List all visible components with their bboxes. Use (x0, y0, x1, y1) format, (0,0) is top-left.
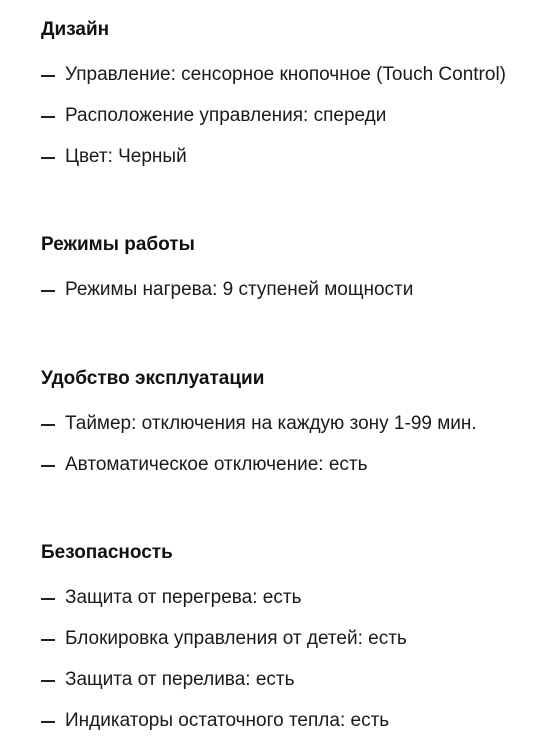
section-usability (41, 368, 551, 495)
dash-bullet-icon (41, 75, 55, 77)
section-safety (41, 542, 551, 751)
spec-item (41, 105, 551, 146)
spec-list (41, 64, 551, 187)
section-title: Дизайн (41, 19, 110, 40)
spec-text: Расположение управления: спереди (65, 105, 387, 126)
spec-text: Цвет: Черный (65, 146, 187, 167)
section-title: Удобство эксплуатации (41, 368, 265, 389)
section-title: Режимы работы (41, 234, 195, 255)
dash-bullet-icon (41, 290, 55, 292)
spec-item (41, 413, 551, 454)
spec-text: Автоматическое отключение: есть (65, 454, 368, 475)
spec-text: Управление: сенсорное кнопочное (Touch Control) (65, 64, 506, 85)
spec-item (41, 146, 551, 187)
spec-text: Индикаторы остаточного тепла: есть (65, 710, 390, 731)
spec-text: Режимы нагрева: 9 ступеней мощности (65, 279, 414, 300)
spec-list (41, 587, 551, 751)
spec-text: Таймер: отключения на каждую зону 1-99 мин. (65, 413, 477, 434)
spec-text: Защита от перелива: есть (65, 669, 295, 690)
dash-bullet-icon (41, 639, 55, 641)
spec-text: Защита от перегрева: есть (65, 587, 302, 608)
spec-list (41, 279, 551, 320)
dash-bullet-icon (41, 116, 55, 118)
dash-bullet-icon (41, 424, 55, 426)
section-operating-modes (41, 234, 551, 320)
spec-item (41, 669, 551, 710)
dash-bullet-icon (41, 721, 55, 723)
spec-item (41, 628, 551, 669)
spec-list (41, 413, 551, 495)
dash-bullet-icon (41, 157, 55, 159)
spec-item (41, 587, 551, 628)
spec-item (41, 454, 551, 495)
dash-bullet-icon (41, 680, 55, 682)
spec-text: Блокировка управления от детей: есть (65, 628, 407, 649)
spec-item (41, 710, 551, 751)
spec-item (41, 64, 551, 105)
section-design (41, 19, 551, 187)
section-title: Безопасность (41, 542, 173, 563)
dash-bullet-icon (41, 598, 55, 600)
spec-item (41, 279, 551, 320)
dash-bullet-icon (41, 465, 55, 467)
